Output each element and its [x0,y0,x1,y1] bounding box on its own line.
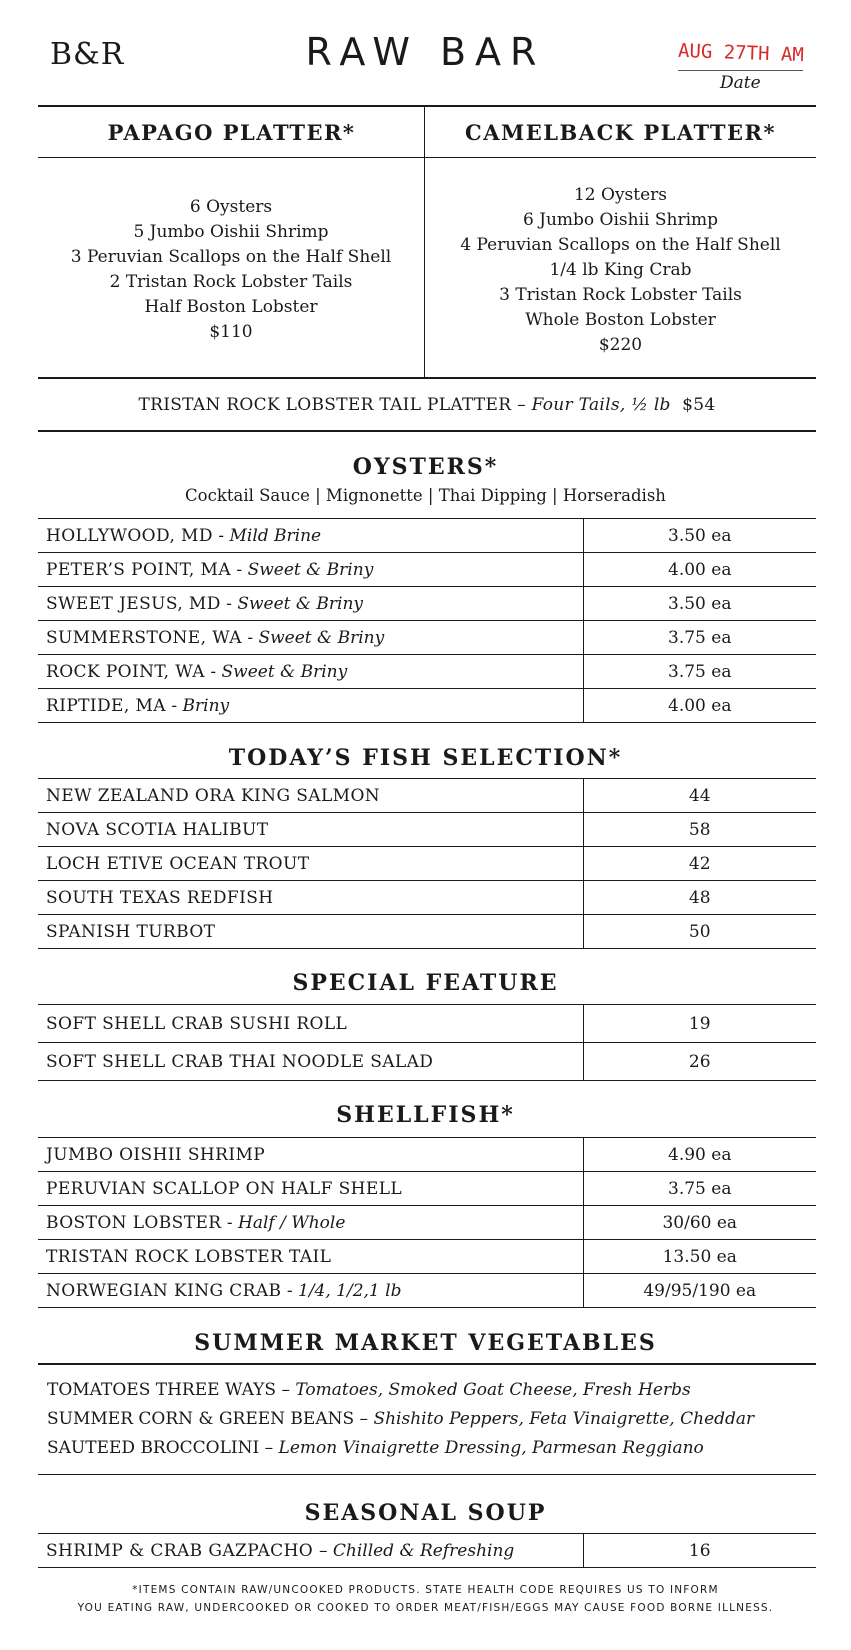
fish-row [38,915,816,949]
soup-row [38,1534,816,1568]
item-price: 19 [583,1005,816,1043]
item-desc: Mild Brine [229,525,322,546]
item-name: JUMBO OISHII SHRIMP [46,1144,266,1165]
date-underline [678,70,803,71]
item-price: 48 [583,881,816,915]
item-cell [38,881,583,915]
shellfish-row [38,1240,816,1274]
item-price: 13.50 ea [583,1240,816,1274]
item-sep: - [231,559,248,580]
item-name: SOFT SHELL CRAB SUSHI ROLL [46,1013,348,1034]
tristan-platter-line [38,395,816,415]
disclaimer-line-1: *ITEMS CONTAIN RAW/UNCOOKED PRODUCTS. STATE HEALTH CODE REQUIRES US TO INFORM [132,1584,719,1596]
item-desc: Briny [182,695,230,716]
item-cell [38,1534,583,1568]
item-name: SWEET JESUS, MD [46,593,221,614]
item-desc: Sweet & Briny [247,559,374,580]
item-cell [38,1005,583,1043]
item-name: NOVA SCOTIA HALIBUT [46,819,269,840]
item-cell [38,689,583,723]
soup-title: SEASONAL SOUP [304,1500,547,1526]
item-name: TRISTAN ROCK LOBSTER TAIL [46,1246,332,1267]
item-name: ROCK POINT, WA [46,661,205,682]
item-cell [38,1172,583,1206]
item-cell [38,1206,583,1240]
shellfish-row [38,1274,816,1308]
date-stamp: AUG 27TH AM [677,39,805,67]
fish-title: TODAY’S FISH SELECTION* [228,745,623,771]
vegetables-list [47,1376,754,1463]
tristan-platter-desc: Four Tails, ½ lb [531,395,671,415]
oysters-table [38,518,816,723]
item-price: 3.75 ea [583,621,816,655]
item-cell [38,1240,583,1274]
fish-row [38,779,816,813]
item-price: 58 [583,813,816,847]
divider [38,430,816,432]
item-cell [38,519,583,553]
platter-item: Whole Boston Lobster [525,310,716,330]
item-name: SPANISH TURBOT [46,921,216,942]
divider [38,157,816,158]
date-label: Date [720,73,761,93]
special-title: SPECIAL FEATURE [292,970,559,996]
item-price: 49/95/190 ea [583,1274,816,1308]
tristan-platter-sep: – [511,395,532,415]
item-name: BOSTON LOBSTER [46,1212,222,1233]
vegetables-title: SUMMER MARKET VEGETABLES [194,1330,657,1356]
vegetable-sep: – [276,1380,296,1400]
camelback-platter-title: CAMELBACK PLATTER* [465,120,776,145]
item-name: PETER’S POINT, MA [46,559,232,580]
item-sep: - [241,627,259,648]
item-desc: Sweet & Briny [237,593,364,614]
shellfish-title: SHELLFISH* [336,1102,515,1128]
oyster-row [38,587,816,621]
item-price: 3.75 ea [583,655,816,689]
platter-item: 6 Jumbo Oishii Shrimp [522,210,719,230]
papago-platter-items [38,195,424,345]
item-price: 42 [583,847,816,881]
item-cell [38,553,583,587]
oysters-title: OYSTERS* [352,454,499,480]
divider [38,1363,816,1365]
platter-item: 12 Oysters [573,185,668,205]
platter-item: Half Boston Lobster [144,297,318,317]
item-name: NEW ZEALAND ORA KING SALMON [46,785,381,806]
vegetable-name: SUMMER CORN & GREEN BEANS [47,1409,355,1429]
vegetable-item [47,1376,754,1405]
item-cell [38,915,583,949]
item-desc: Sweet & Briny [258,627,385,648]
item-cell [38,655,583,689]
item-cell [38,1043,583,1081]
platter-item: 4 Peruvian Scallops on the Half Shell [460,235,781,255]
item-sep: - [220,593,238,614]
item-desc: Half / Whole [238,1212,346,1233]
item-price: 4.00 ea [583,689,816,723]
vegetable-desc: Lemon Vinaigrette Dressing, Parmesan Reggiano [278,1438,704,1458]
item-name: SOUTH TEXAS REDFISH [46,887,274,908]
item-price: 3.50 ea [583,587,816,621]
item-sep: - [204,661,222,682]
platter-item: $110 [209,322,253,342]
item-cell [38,847,583,881]
oyster-row [38,621,816,655]
platter-item: 1/4 lb King Crab [549,260,692,280]
shellfish-row [38,1172,816,1206]
camelback-platter-items [425,183,816,358]
item-name: LOCH ETIVE OCEAN TROUT [46,853,310,874]
oyster-row [38,689,816,723]
divider [38,105,816,107]
tristan-platter-name: TRISTAN ROCK LOBSTER TAIL PLATTER [138,395,512,415]
item-cell [38,779,583,813]
item-price: 4.00 ea [583,553,816,587]
vegetable-desc: Tomatoes, Smoked Goat Cheese, Fresh Herbs [295,1380,691,1400]
item-name: SUMMERSTONE, WA [46,627,242,648]
special-row [38,1005,816,1043]
item-name: PERUVIAN SCALLOP ON HALF SHELL [46,1178,403,1199]
special-row [38,1043,816,1081]
item-name: HOLLYWOOD, MD [46,525,213,546]
item-desc: Chilled & Refreshing [332,1540,515,1561]
platter-item: $220 [598,335,643,355]
shellfish-row [38,1206,816,1240]
papago-platter-title: PAPAGO PLATTER* [107,120,356,145]
fish-row [38,813,816,847]
platter-item: 5 Jumbo Oishii Shrimp [133,222,329,242]
item-price: 16 [583,1534,816,1568]
item-cell [38,1274,583,1308]
item-sep: - [165,695,183,716]
oyster-row [38,655,816,689]
item-price: 44 [583,779,816,813]
item-cell [38,1138,583,1172]
item-sep: - [221,1212,239,1233]
special-table [38,1004,816,1081]
item-name: NORWEGIAN KING CRAB [46,1280,282,1301]
item-desc: 1/4, 1/2,1 lb [298,1280,402,1301]
disclaimer-line-2: YOU EATING RAW, UNDERCOOKED OR COOKED TO ORDER MEAT/FISH/EGGS MAY CAUSE FOOD BORNE ILLNESS. [77,1602,774,1614]
platter-item: 6 Oysters [189,197,273,217]
item-cell [38,621,583,655]
item-sep: - [212,525,230,546]
fish-row [38,847,816,881]
vegetable-name: TOMATOES THREE WAYS [47,1380,277,1400]
soup-table [38,1533,816,1568]
item-sep: – [318,1540,333,1561]
item-desc: Sweet & Briny [221,661,348,682]
oyster-row [38,553,816,587]
item-name: SOFT SHELL CRAB THAI NOODLE SALAD [46,1051,434,1072]
oyster-sauces: Cocktail Sauce | Mignonette | Thai Dipping | Horseradish [185,486,666,505]
item-price: 50 [583,915,816,949]
divider [38,377,816,379]
shellfish-row [38,1138,816,1172]
vegetable-name: SAUTEED BROCCOLINI [47,1438,260,1458]
item-price: 3.50 ea [583,519,816,553]
fish-row [38,881,816,915]
page-title: RAW BAR [305,30,546,74]
item-sep: - [281,1280,298,1301]
shellfish-table [38,1137,816,1308]
item-name: SHRIMP & CRAB GAZPACHO [46,1540,319,1561]
fish-table [38,778,816,949]
item-price: 4.90 ea [583,1138,816,1172]
platter-item: 3 Peruvian Scallops on the Half Shell [70,247,392,267]
item-price: 30/60 ea [583,1206,816,1240]
menu-header [0,0,851,105]
brand-logo: B&R [50,37,125,72]
item-cell [38,813,583,847]
divider [38,1474,816,1475]
item-name: RIPTIDE, MA [46,695,166,716]
platter-item: 3 Tristan Rock Lobster Tails [499,285,742,305]
vegetable-item [47,1434,754,1463]
platter-item: 2 Tristan Rock Lobster Tails [109,272,353,292]
item-cell [38,587,583,621]
vegetable-item [47,1405,754,1434]
item-price: 3.75 ea [583,1172,816,1206]
item-price: 26 [583,1043,816,1081]
tristan-platter-price: $54 [682,395,716,415]
oyster-row [38,519,816,553]
vegetable-sep: – [354,1409,374,1429]
vegetable-sep: – [259,1438,279,1458]
vegetable-desc: Shishito Peppers, Feta Vinaigrette, Cheddar [373,1409,755,1429]
